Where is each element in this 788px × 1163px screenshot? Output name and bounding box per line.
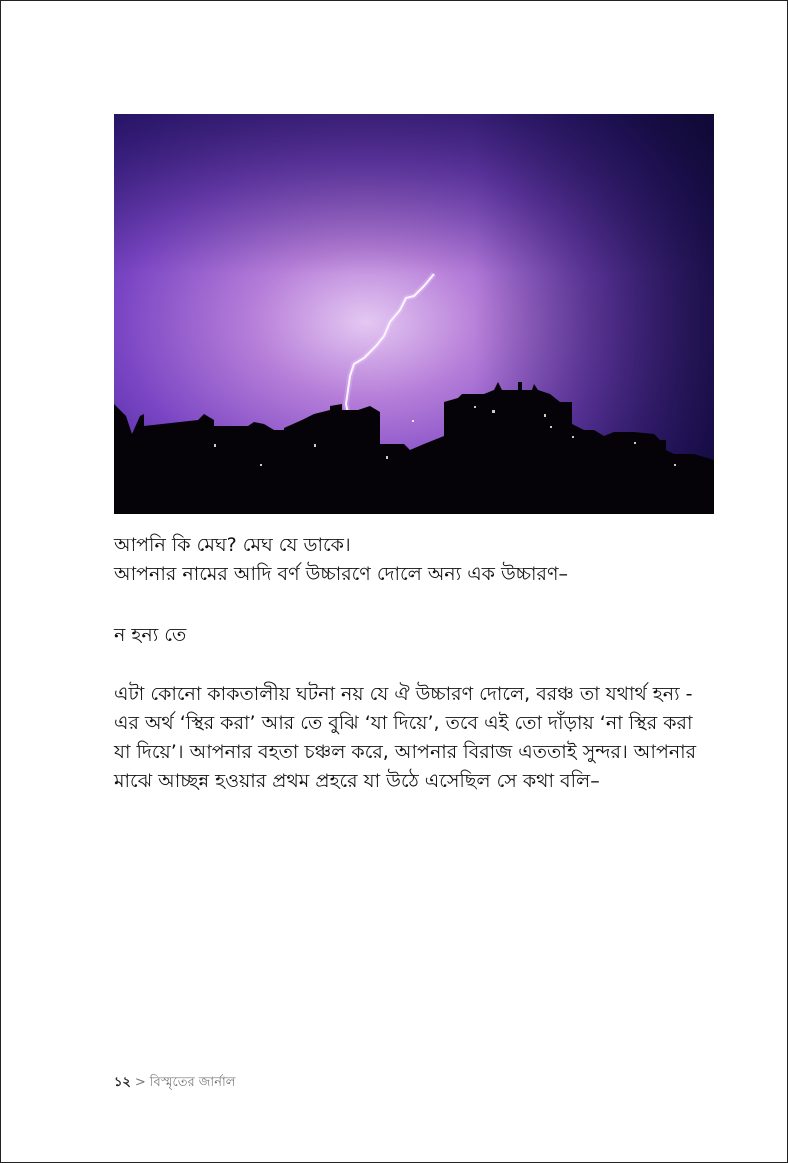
intro-text — [114, 531, 724, 589]
paragraph-line: যা দিয়ে’। আপনার বহতা চঞ্চল করে, আপনার বিরাজ এততাই সুন্দর। আপনার — [114, 741, 697, 763]
book-title: বিস্মৃতের জার্নাল — [149, 1075, 236, 1090]
footer-separator: > — [134, 1075, 146, 1090]
paragraph-line: এর অর্থ ‘স্থির করা’ আর তে বুঝি ‘যা দিয়ে’, তবে এই তো দাঁড়ায় ‘না স্থির করা — [114, 712, 693, 734]
body-paragraph — [114, 680, 724, 796]
intro-line: আপনার নামের আদি বর্ণ উচ্চারণে দোলে অন্য এক উচ্চারণ– — [114, 563, 568, 585]
page-footer — [114, 1073, 235, 1093]
mantra-line: ন হন্য তে — [114, 624, 187, 646]
paragraph-line: মাঝে আচ্ছন্ন হওয়ার প্রথম প্রহরে যা উঠে এসেছিল সে কথা বলি– — [114, 770, 600, 792]
lightning-storm-photo — [114, 114, 714, 514]
paragraph-line: এটা কোনো কাকতালীয় ঘটনা নয় যে ঐ উচ্চারণ দোলে, বরঞ্চ তা যথার্থ হন্য - — [114, 683, 693, 705]
mantra-text — [114, 621, 724, 650]
page-number: ১২ — [114, 1075, 131, 1090]
intro-line: আপনি কি মেঘ? মেঘ যে ডাকে। — [114, 534, 351, 556]
